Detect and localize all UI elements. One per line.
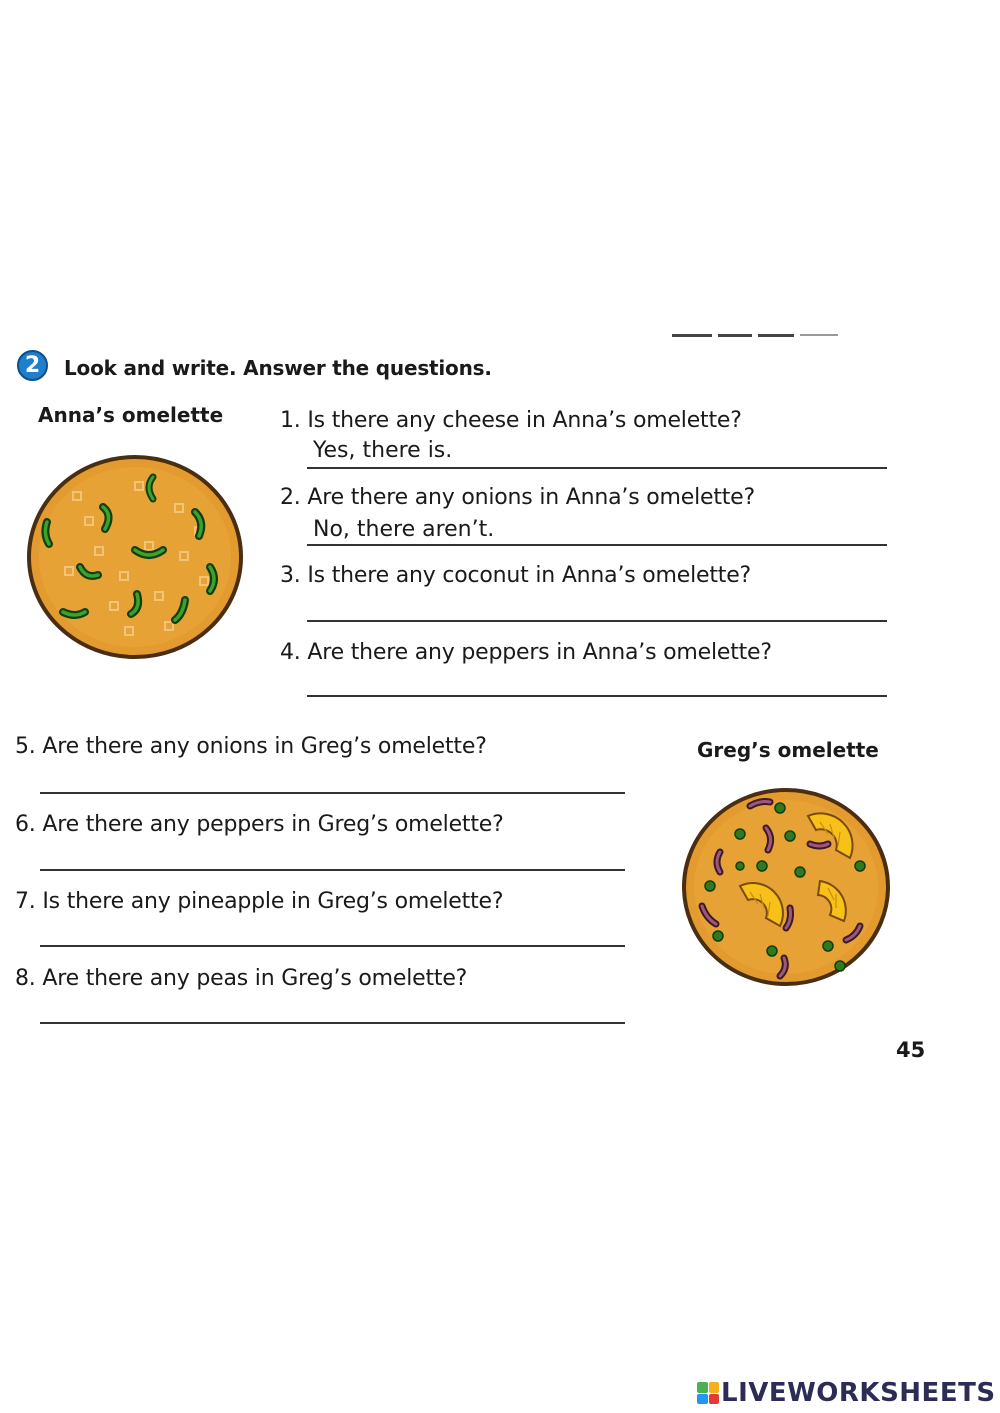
answer-2-line[interactable] [307, 544, 887, 546]
liveworksheets-brand[interactable] [697, 1378, 996, 1408]
question-6: 6. Are there any peppers in Greg’s omelette? [15, 812, 504, 837]
exercise-instruction: Look and write. Answer the questions. [64, 356, 492, 380]
question-8: 8. Are there any peas in Greg’s omelette? [15, 966, 468, 991]
answer-1-line[interactable] [307, 467, 887, 469]
answer-4-line[interactable] [307, 695, 887, 697]
anna-omelette-title: Anna’s omelette [38, 403, 224, 427]
question-3: 3. Is there any coconut in Anna’s omelette? [280, 563, 752, 588]
question-2: 2. Are there any onions in Anna’s omelette? [280, 485, 755, 510]
page-number: 45 [896, 1038, 926, 1062]
decorative-dashes [672, 334, 838, 338]
answer-3-line[interactable] [307, 620, 887, 622]
question-4: 4. Are there any peppers in Anna’s omelette? [280, 640, 772, 665]
answer-2-text[interactable]: No, there aren’t. [313, 517, 495, 542]
question-1: 1. Is there any cheese in Anna’s omelette? [280, 408, 742, 433]
answer-5-line[interactable] [40, 792, 625, 794]
greg-omelette-title: Greg’s omelette [697, 738, 879, 762]
liveworksheets-logo-icon [697, 1382, 719, 1404]
exercise-number-badge: 2 [17, 350, 48, 381]
brand-name: LIVEWORKSHEETS [721, 1378, 996, 1408]
greg-omelette-illustration [680, 786, 892, 988]
anna-omelette-illustration [25, 452, 245, 662]
answer-6-line[interactable] [40, 869, 625, 871]
answer-1-text[interactable]: Yes, there is. [313, 438, 453, 463]
question-5: 5. Are there any onions in Greg’s omelette? [15, 734, 487, 759]
answer-7-line[interactable] [40, 945, 625, 947]
question-7: 7. Is there any pineapple in Greg’s omelette? [15, 889, 504, 914]
answer-8-line[interactable] [40, 1022, 625, 1024]
